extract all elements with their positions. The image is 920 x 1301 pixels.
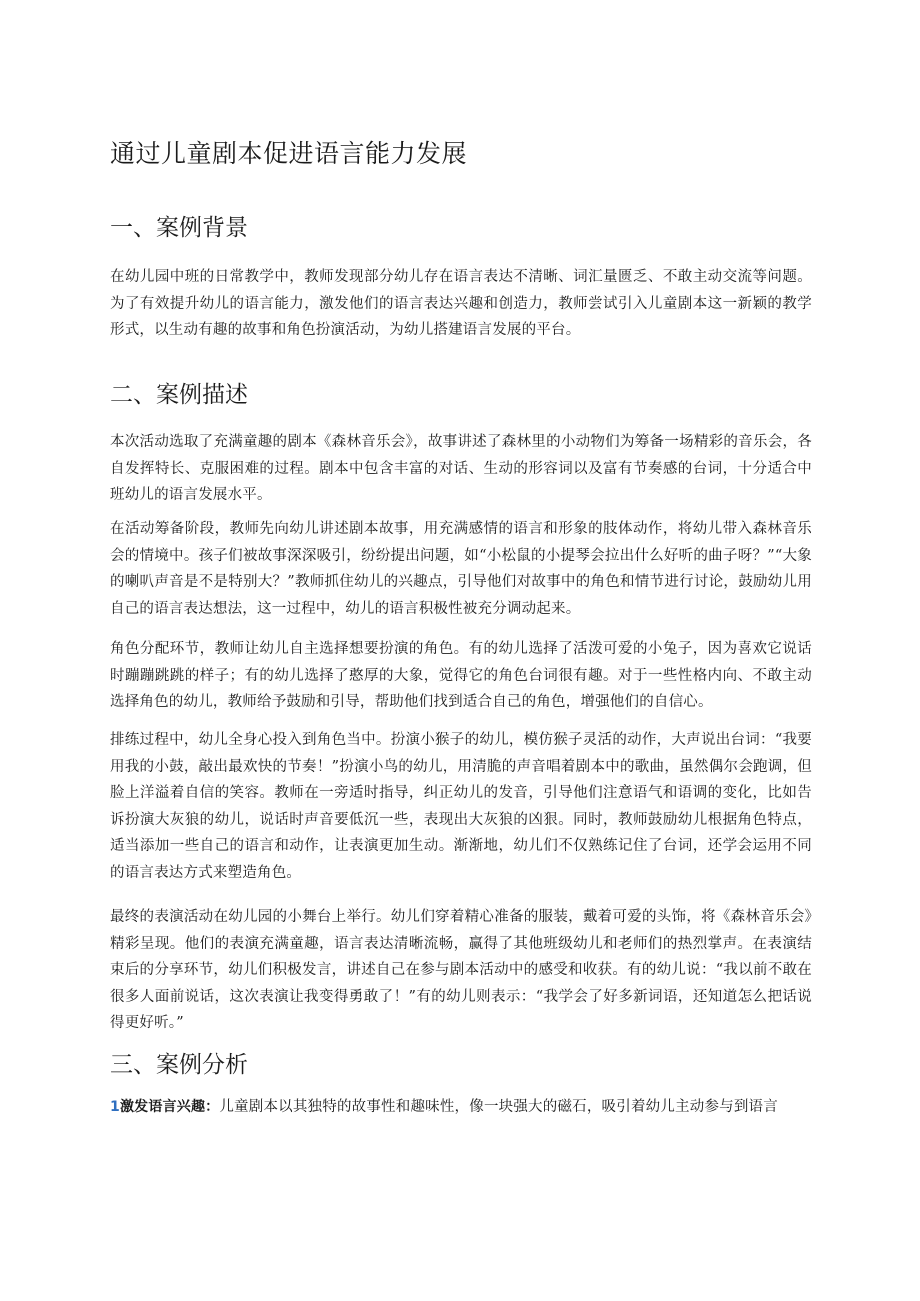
analysis-point-1	[110, 1094, 812, 1121]
document-title: 通过儿童剧本促进语言能力发展	[110, 139, 468, 168]
analysis-point-number: 1	[110, 1099, 120, 1115]
section-heading-description: 二、案例描述	[110, 382, 248, 408]
description-paragraph-3: 角色分配环节，教师让幼儿自主选择想要扮演的角色。有的幼儿选择了活泼可爱的小兔子，因为喜欢它说话时蹦蹦跳跳的样子；有的幼儿选择了憨厚的大象，觉得它的角色台词很有趣。对于一些性格内向、不敢主动选择角色的幼儿，教师给予鼓励和引导，帮助他们找到适合自己的角色，增强他们的自信心。	[110, 641, 812, 710]
background-paragraph: 在幼儿园中班的日常教学中，教师发现部分幼儿存在语言表达不清晰、词汇量匮乏、不敢主动交流等问题。为了有效提升幼儿的语言能力，激发他们的语言表达兴趣和创造力，教师尝试引入儿童剧本这一新颖的教学形式，以生动有趣的故事和角色扮演活动，为幼儿搭建语言发展的平台。	[110, 269, 812, 338]
description-paragraph-4: 排练过程中，幼儿全身心投入到角色当中。扮演小猴子的幼儿，模仿猴子灵活的动作，大声说出台词：“我要用我的小鼓，敲出最欢快的节奏！”扮演小鸟的幼儿，用清脆的声音唱着剧本中的歌曲，虽然偶尔会跑调，但脸上洋溢着自信的笑容。教师在一旁适时指导，纠正幼儿的发音，引导他们注意语气和语调的变化，比如告诉扮演大灰狼的幼儿，说话时声音要低沉一些，表现出大灰狼的凶狠。同时，教师鼓励幼儿根据角色特点，适当添加一些自己的语言和动作，让表演更加生动。渐渐地，幼儿们不仅熟练记住了台词，还学会运用不同的语言表达方式来塑造角色。	[110, 732, 812, 881]
section-heading-background: 一、案例背景	[110, 215, 248, 241]
section-heading-analysis: 三、案例分析	[110, 1052, 248, 1078]
description-paragraph-1: 本次活动选取了充满童趣的剧本《森林音乐会》，故事讲述了森林里的小动物们为筹备一场精彩的音乐会，各自发挥特长、克服困难的过程。剧本中包含丰富的对话、生动的形容词以及富有节奏感的台词，十分适合中班幼儿的语言发展水平。	[110, 434, 812, 503]
description-paragraph-2: 在活动筹备阶段，教师先向幼儿讲述剧本故事，用充满感情的语言和形象的肢体动作，将幼儿带入森林音乐会的情境中。孩子们被故事深深吸引，纷纷提出问题，如“小松鼠的小提琴会拉出什么好听的曲子呀？”“大象的喇叭声音是不是特别大？”教师抓住幼儿的兴趣点，引导他们对故事中的角色和情节进行讨论，鼓励幼儿用自己的语言表达想法，这一过程中，幼儿的语言积极性被充分调动起来。	[110, 521, 812, 617]
analysis-point-label	[110, 1099, 219, 1115]
description-paragraph-5: 最终的表演活动在幼儿园的小舞台上举行。幼儿们穿着精心准备的服装，戴着可爱的头饰，将《森林音乐会》精彩呈现。他们的表演充满童趣，语言表达清晰流畅，赢得了其他班级幼儿和老师们的热烈掌声。在表演结束后的分享环节，幼儿们积极发言，讲述自己在参与剧本活动中的感受和收获。有的幼儿说：“我以前不敢在很多人面前说话，这次表演让我变得勇敢了！”有的幼儿则表示：“我学会了好多新词语，还知道怎么把话说得更好听。”	[110, 909, 812, 1031]
analysis-point-text: 儿童剧本以其独特的故事性和趣味性，像一块强大的磁石，吸引着幼儿主动参与到语言	[219, 1099, 778, 1115]
analysis-point-title: 激发语言兴趣：	[119, 1099, 220, 1115]
